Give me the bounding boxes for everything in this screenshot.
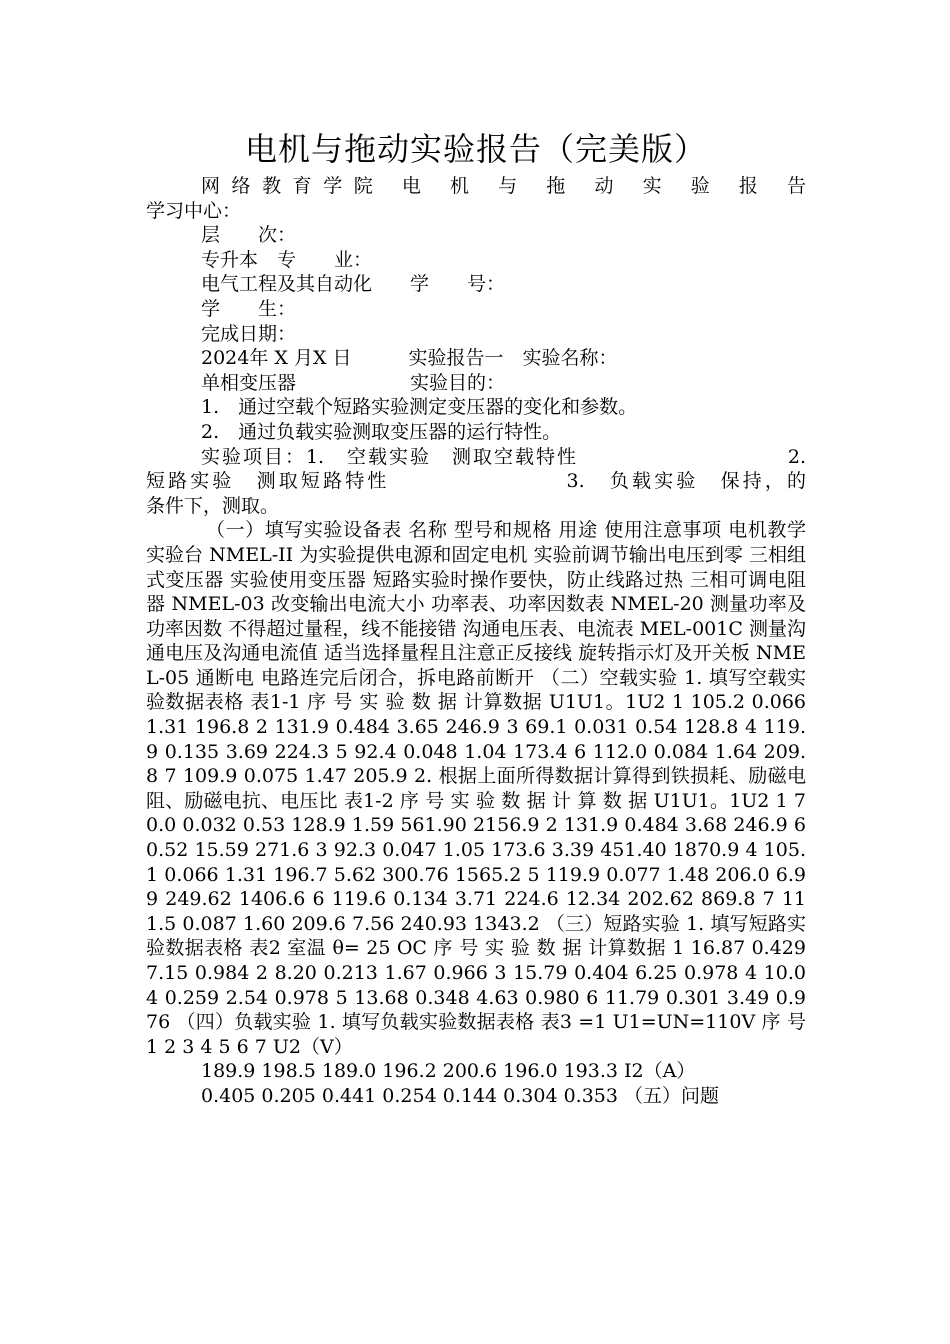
header-line-institute: 网络教育学院 电 机 与 拖 动 实 验 报 告 — [201, 175, 806, 197]
header-line-center: 学习中心： — [146, 199, 242, 222]
info-line-projects: 实验项目：1. 空载实验 测取空载特性 2. — [201, 445, 806, 468]
main-paragraph — [146, 518, 806, 1059]
info-line-purpose-2: 2. 通过负载实验测取变压器的运行特性。 — [201, 420, 562, 443]
info-line-level: 层 次： — [201, 224, 297, 247]
project-line-conditions: 条件下，测取。 — [146, 494, 280, 517]
info-line-major: 专升本 专 业： — [201, 248, 373, 271]
info-line-date-label: 完成日期： — [201, 322, 297, 345]
info-line-purpose-1: 1. 通过空载个短路实验测定变压器的变化和参数。 — [201, 396, 638, 419]
info-line-student: 学 生： — [201, 297, 297, 320]
document-body — [146, 174, 806, 1109]
load-u2-values: 189.9 198.5 189.0 196.2 200.6 196.0 193.3 I2（A） — [201, 1060, 696, 1083]
project-line-short-circuit: 短路实验 测取短路特性 3. 负载实验 保持，的 — [146, 470, 806, 493]
document-page — [146, 126, 806, 1109]
main-paragraph-text: （一）填写实验设备表 名称 型号和规格 用途 使用注意事项 电机教学实验台 NMEL-II 为实验提供电源和固定电机 实验前调节输出电压到零 三相组式变压器 实验使用变压器 短路实验时操作要快，防止线路过热 三相可调电阻器 NMEL-03 改变输出电流大小 功率表、功率因数表 NMEL-20 测量功率及功率因数 不得超过量程，线不能接错 沟通电压表、电流表 MEL-001C 测量沟通电压及沟通电流值 适当选择量程且注意正反接线 旋转指示灯及开关板 NMEL-05 通断电 电路连完后闭合，拆电路前断开 （二）空载实验 1. 填写空载实验数据表格 表1-1 序 号 实 验 数 据 计算数据 U1U1。1U2 1 105.2 0.066 1.31 196.8 2 131.9 0.484 3.65 246.9 3 69.1 0.031 0.54 128.8 4 119.9 0.135 3.69 224.3 5 92.4 0.048 1.04 173.4 6 112.0 0.084 1.64 209.8 7 109.9 0.075 1.47 205.9 2. 根据上面所得数据计算得到铁损耗、励磁电阻、励磁电抗、电压比 表1-2 序 号 实 验 数 据 计 算 数 据 U1U1。1U2 1 70.0 0.032 0.53 128.9 1.59 561.90 2156.9 2 131.9 0.484 3.68 246.9 60.52 15.59 271.6 3 92.3 0.047 1.05 173.6 3.39 451.40 1870.9 4 105.1 0.066 1.31 196.7 5.62 300.76 1565.2 5 119.9 0.077 1.48 206.0 6.99 249.62 1406.6 6 119.6 0.134 3.71 224.6 12.34 202.62 869.8 7 111.5 0.087 1.60 209.6 7.56 240.93 1343.2 （三）短路实验 1. 填写短路实验数据表格 表2 室温 θ= 25 OC 序 号 实 验 数 据 计算数据 1 16.87 0.429 7.15 0.984 2 8.20 0.213 1.67 0.966 3 15.79 0.404 6.25 0.978 4 10.04 0.259 2.54 0.978 5 13.68 0.348 4.63 0.980 6 11.79 0.301 3.49 0.976 （四）负载实验 1. 填写负载实验数据表格 表3 =1 U1=UN=110V 序 号 1 2 3 4 5 6 7 U2（V） — [146, 519, 806, 1058]
document-title: 电机与拖动实验报告（完美版） — [244, 130, 707, 168]
info-line-date: 2024年 X 月X 日 实验报告一 实验名称： — [201, 347, 618, 370]
info-line-student-id: 电气工程及其自动化 学 号： — [201, 273, 506, 296]
load-i2-values: 0.405 0.205 0.441 0.254 0.144 0.304 0.353 （五）问题 — [201, 1084, 720, 1107]
info-line-experiment-name: 单相变压器 实验目的： — [201, 371, 506, 394]
